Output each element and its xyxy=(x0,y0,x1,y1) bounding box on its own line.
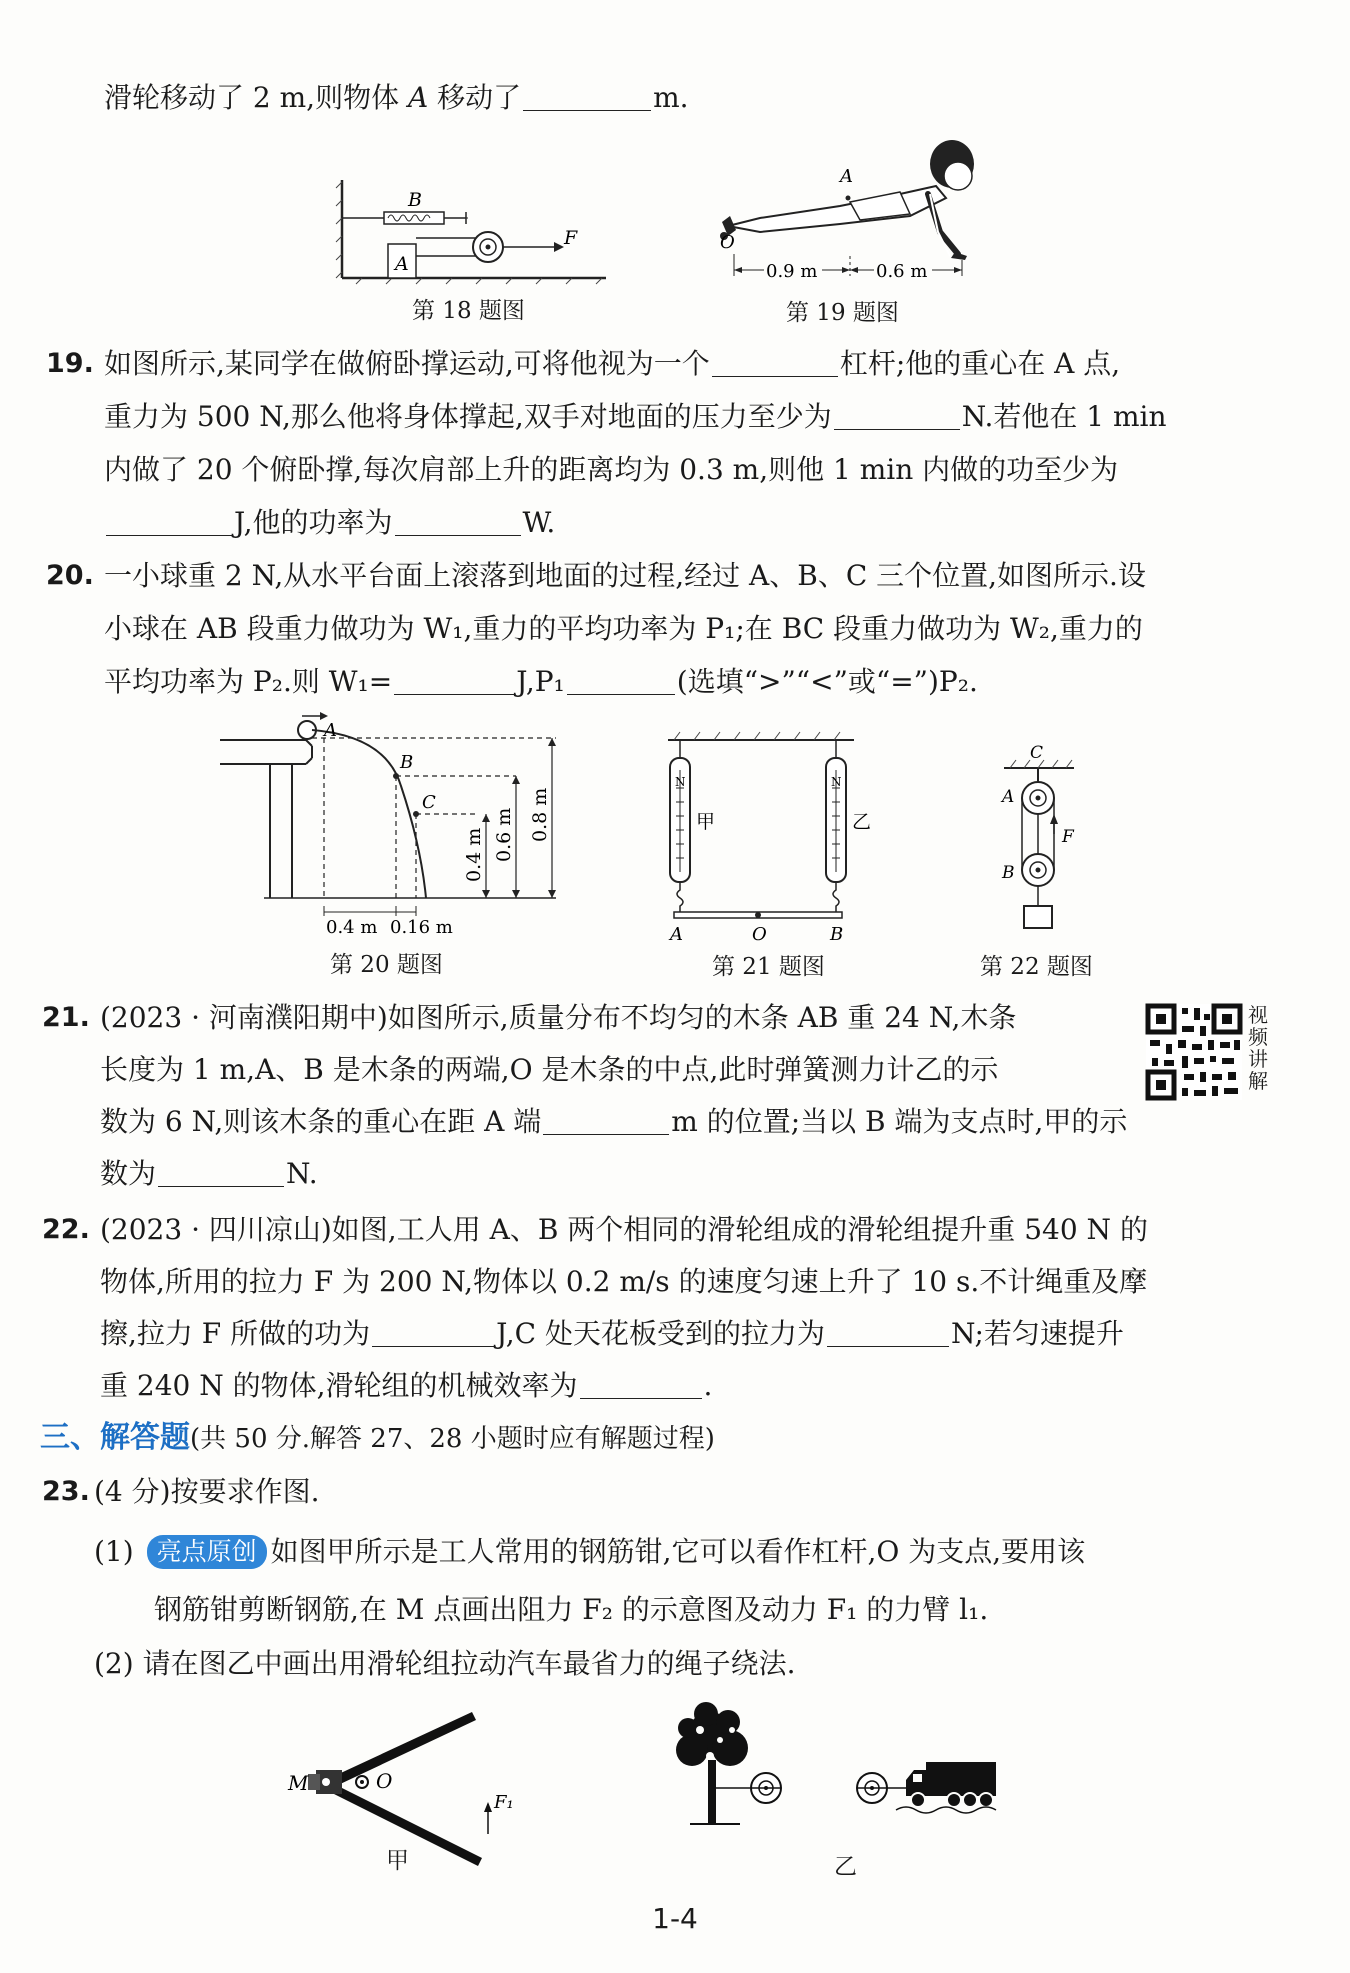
height-08: 0.8 m xyxy=(529,787,551,842)
answer-blank[interactable] xyxy=(834,399,960,430)
figure-23-yi xyxy=(670,1700,1030,1830)
label-b: B xyxy=(830,924,844,945)
answer-blank[interactable] xyxy=(543,1104,669,1135)
q22-line-4: 重 240 N 的物体,滑轮组的机械效率为 . xyxy=(100,1369,713,1402)
q19-line-1: 如图所示,某同学在做俯卧撑运动,可将他视为一个 杠杆;他的重心在 A 点, xyxy=(104,347,1121,380)
q22-line-2: 物体,所用的拉力 F 为 200 N,物体以 0.2 m/s 的速度匀速上升了 10 s.不计绳重及摩 xyxy=(100,1265,1148,1298)
highlight-original-badge: 亮点原创 xyxy=(147,1535,267,1569)
label-b: B xyxy=(1002,863,1015,883)
answer-blank[interactable] xyxy=(372,1316,494,1347)
q21-line-1: (2023 · 河南濮阳期中)如图所示,质量分布不均匀的木条 AB 重 24 N,木条 xyxy=(100,1001,1017,1034)
question-number-22: 22. xyxy=(42,1214,90,1245)
q23-head: (4 分)按要求作图. xyxy=(94,1475,320,1508)
label-f: F xyxy=(1062,827,1074,847)
answer-blank[interactable] xyxy=(395,505,521,536)
question-number-19: 19. xyxy=(46,348,94,379)
q19-line-3: 内做了 20 个俯卧撑,每次肩部上升的距离均为 0.3 m,则他 1 min 内做的功至少为 xyxy=(104,453,1119,486)
answer-blank[interactable] xyxy=(567,664,675,695)
label-yi: 乙 xyxy=(852,811,872,833)
dim-09: 0.9 m xyxy=(766,261,818,282)
answer-blank[interactable] xyxy=(827,1316,949,1347)
label-f1: F₁ xyxy=(494,1792,514,1813)
qr-code-icon[interactable] xyxy=(1146,1004,1242,1100)
width-016: 0.16 m xyxy=(390,917,453,938)
width-04: 0.4 m xyxy=(326,917,378,938)
label-a: A xyxy=(395,253,409,275)
q21-line-4: 数为 N. xyxy=(100,1157,318,1190)
label-m: M xyxy=(288,1771,309,1795)
q20-line-1: 一小球重 2 N,从水平台面上滚落到地面的过程,经过 A、B、C 三个位置,如图所示.设 xyxy=(104,559,1146,592)
question-number-23: 23. xyxy=(42,1476,90,1507)
label-n-right: N xyxy=(831,775,842,789)
q21-line-3: 数为 6 N,则该木条的重心在距 A 端 m 的位置;当以 B 端为支点时,甲的示 xyxy=(100,1105,1128,1138)
answer-blank[interactable] xyxy=(106,505,232,536)
q20-line-2: 小球在 AB 段重力做功为 W₁,重力的平均功率为 P₁;在 BC 段重力做功为 W₂,重力的 xyxy=(104,612,1143,645)
figure-21 xyxy=(660,728,872,945)
label-c: C xyxy=(422,792,436,813)
label-c: C xyxy=(1030,743,1044,763)
qr-video-label[interactable]: 视频讲解 xyxy=(1248,1003,1268,1093)
label-a: A xyxy=(324,720,337,741)
q19-line-2: 重力为 500 N,那么他将身体撑起,双手对地面的压力至少为 N.若他在 1 min xyxy=(104,400,1167,433)
q22-line-1: (2023 · 四川凉山)如图,工人用 A、B 两个相同的滑轮组成的滑轮组提升重 540 N 的 xyxy=(100,1213,1148,1246)
figure-22 xyxy=(990,742,1100,942)
q21-line-2: 长度为 1 m,A、B 是木条的两端,O 是木条的中点,此时弹簧测力计乙的示 xyxy=(100,1053,999,1086)
q23-part1-line-2: 钢筋钳剪断钢筋,在 M 点画出阻力 F₂ 的示意图及动力 F₁ 的力臂 l₁. xyxy=(154,1593,989,1626)
figure-20 xyxy=(216,716,576,946)
answer-blank[interactable] xyxy=(523,80,651,111)
caption-18: 第 18 题图 xyxy=(412,298,525,324)
label-jia: 甲 xyxy=(696,811,716,833)
height-06: 0.6 m xyxy=(493,807,515,862)
q23-part2: (2) 请在图乙中画出用滑轮组拉动汽车最省力的绳子绕法. xyxy=(94,1647,796,1680)
page-number: 1-4 xyxy=(652,1902,698,1935)
caption-22: 第 22 题图 xyxy=(980,954,1093,980)
label-n-left: N xyxy=(675,775,686,789)
q19-line-4: J,他的功率为 W. xyxy=(104,503,555,543)
q23-part1-line-1: (1) 亮点原创 如图甲所示是工人常用的钢筋钳,它可以看作杠杆,O 为支点,要用该 xyxy=(94,1535,1086,1568)
answer-blank[interactable] xyxy=(394,664,514,695)
label-a: A xyxy=(1002,787,1015,807)
caption-23-yi: 乙 xyxy=(834,1854,857,1880)
figure-19 xyxy=(700,136,1000,286)
figure-18 xyxy=(336,176,616,286)
caption-23-jia: 甲 xyxy=(386,1848,409,1874)
label-o: O xyxy=(720,232,735,253)
caption-20: 第 20 题图 xyxy=(330,952,443,978)
q22-line-3: 擦,拉力 F 所做的功为 J,C 处天花板受到的拉力为 N;若匀速提升 xyxy=(100,1317,1124,1350)
height-04: 0.4 m xyxy=(463,827,485,882)
section-heading-3: 三、解答题(共 50 分.解答 27、28 小题时应有解题过程) xyxy=(40,1420,715,1455)
label-a: A xyxy=(670,924,683,945)
label-b: B xyxy=(400,752,414,773)
answer-blank[interactable] xyxy=(158,1156,284,1187)
caption-21: 第 21 题图 xyxy=(712,954,825,980)
figure-23-jia xyxy=(286,1700,516,1870)
q20-line-3: 平均功率为 P₂.则 W₁= J,P₁ (选填“>”“<”或“=”)P₂. xyxy=(104,665,978,698)
label-o: O xyxy=(376,1769,393,1793)
answer-blank[interactable] xyxy=(580,1368,702,1399)
question-number-20: 20. xyxy=(46,560,94,591)
dim-06: 0.6 m xyxy=(876,261,928,282)
caption-19: 第 19 题图 xyxy=(786,300,899,326)
label-o: O xyxy=(752,924,767,945)
q18-tail-line: 滑轮移动了 2 m,则物体 A 移动了 m. xyxy=(104,81,689,114)
label-a: A xyxy=(840,166,853,187)
question-number-21: 21. xyxy=(42,1002,90,1033)
label-f: F xyxy=(564,227,578,249)
label-b: B xyxy=(408,189,422,211)
answer-blank[interactable] xyxy=(712,346,838,377)
